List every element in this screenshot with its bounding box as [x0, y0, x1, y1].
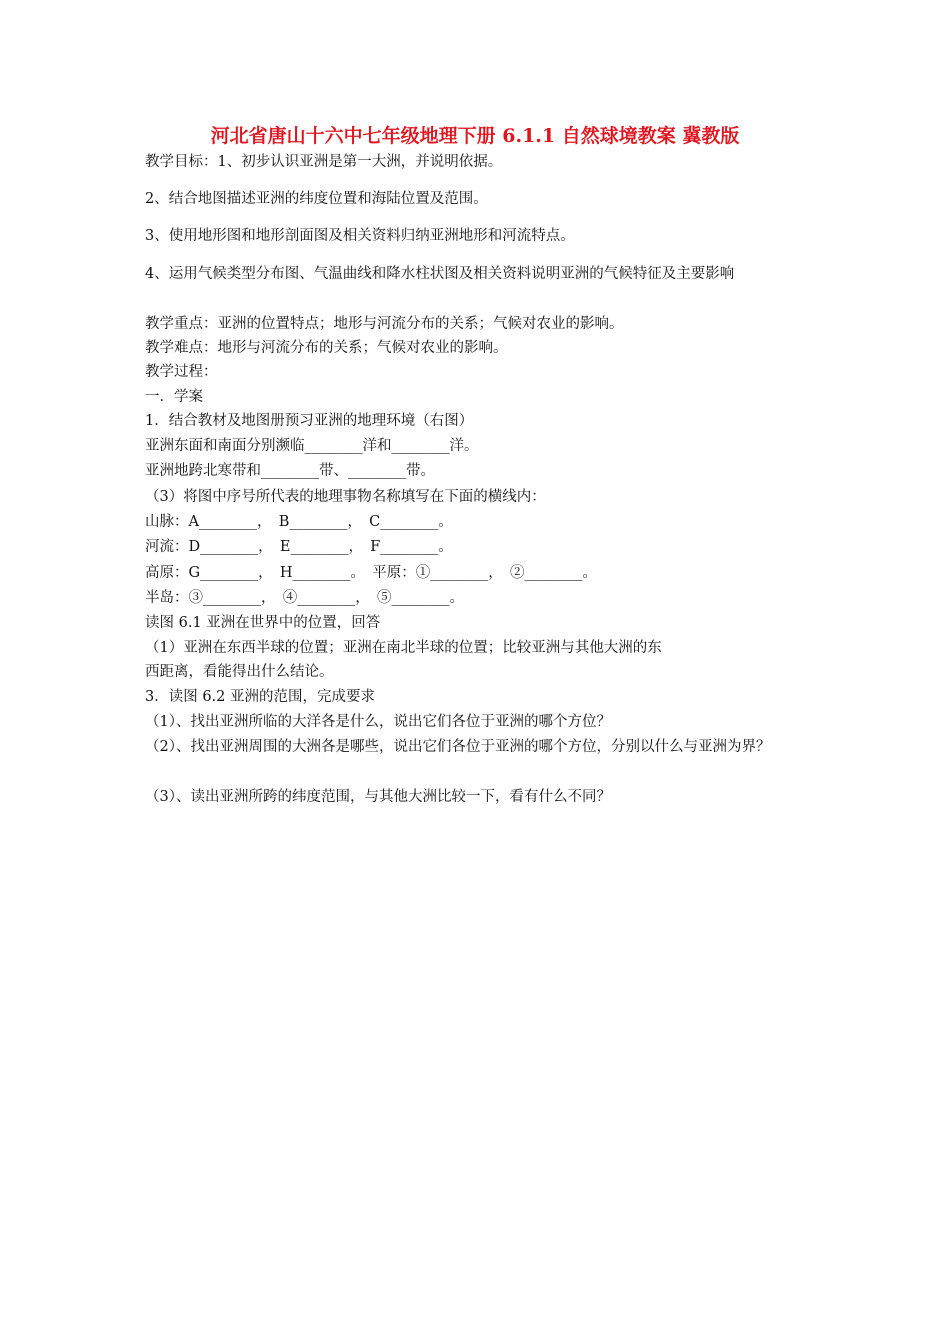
difficult-points: 教学难点：地形与河流分布的关系；气候对农业的影响。 [145, 340, 508, 356]
key-points: 教学重点：亚洲的位置特点；地形与河流分布的关系；气候对农业的影响。 [145, 316, 624, 332]
objective-1: 教学目标：1、初步认识亚洲是第一大洲，并说明依据。 [145, 154, 503, 170]
objective-3: 3、使用地形图和地形剖面图及相关资料归纳亚洲地形和河流特点。 [145, 228, 575, 244]
fill-plateaus-plains: 高原：G________， H________。 平原：①________， ②________。 [145, 565, 597, 581]
fill-zones: 亚洲地跨北寒带和________带、________带。 [145, 463, 435, 479]
fill-rivers: 河流：D________， E________， F________。 [145, 539, 453, 555]
fill-oceans: 亚洲东面和南面分别濒临________洋和________洋。 [145, 438, 479, 454]
section-heading: 一．学案 [145, 389, 203, 405]
fill-mountains: 山脉：A________， B________， C________。 [145, 514, 453, 530]
read-figure-6-1: 读图 6.1 亚洲在世界中的位置，回答 [145, 615, 381, 631]
question-position-1: （1）亚洲在东西半球的位置；亚洲在南北半球的位置；比较亚洲与其他大洲的东 [145, 640, 662, 656]
range-question-1: （1）、找出亚洲所临的大洋各是什么，说出它们各位于亚洲的哪个方位？ [145, 714, 611, 730]
question-1: 1．结合教材及地图册预习亚洲的地理环境（右图） [145, 413, 474, 429]
fill-peninsulas: 半岛：③________， ④________， ⑤________。 [145, 590, 464, 606]
objective-2: 2、结合地图描述亚洲的纬度位置和海陆位置及范围。 [145, 191, 488, 207]
objective-4: 4、运用气候类型分布图、气温曲线和降水柱状图及相关资料说明亚洲的气候特征及主要影响 [145, 266, 735, 282]
document-title: 河北省唐山十六中七年级地理下册 6.1.1 自然球境教案 冀教版 [210, 125, 740, 147]
read-figure-6-2: 3．读图 6.2 亚洲的范围，完成要求 [145, 689, 376, 705]
question-3-instructions: （3）将图中序号所代表的地理事物名称填写在下面的横线内： [145, 489, 546, 505]
question-position-2: 西距离，看能得出什么结论。 [145, 664, 334, 680]
range-question-3: （3）、读出亚洲所跨的纬度范围，与其他大洲比较一下，看有什么不同？ [145, 789, 611, 805]
range-question-2: （2）、找出亚洲周围的大洲各是哪些，说出它们各位于亚洲的哪个方位，分别以什么与亚洲为界？ [145, 739, 771, 755]
process-heading: 教学过程： [145, 364, 218, 380]
